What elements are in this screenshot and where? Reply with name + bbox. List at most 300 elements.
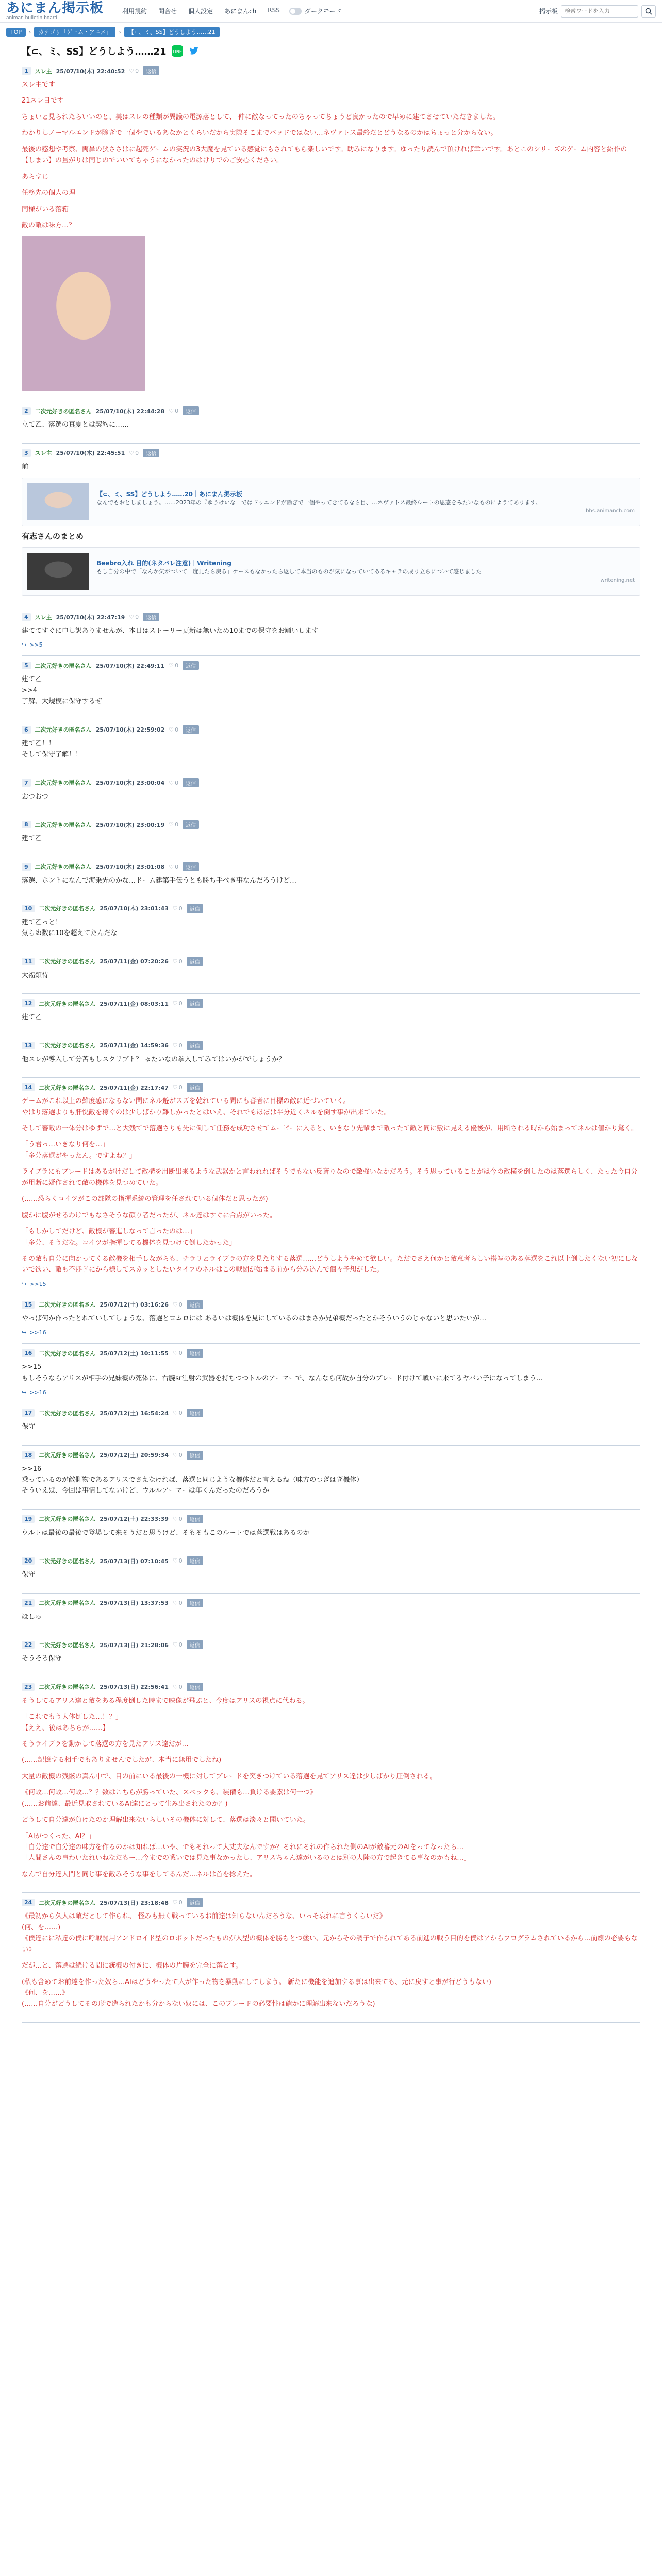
post [22, 1036, 640, 1078]
post-paragraph: 大量の敵機の残骸の真ん中で、目の前にいる最後の一機に対してブレードを突きつけている落選を見てアリス達は少しばかり圧倒される。 [22, 1772, 437, 1781]
post-list [22, 61, 640, 2023]
reply-button[interactable]: 返信 [187, 1599, 203, 1607]
post-date: 25/07/10(木) 22:44:28 [95, 408, 165, 415]
post-author: 二次元好きの匿名さん [39, 1084, 96, 1091]
post [22, 815, 640, 857]
reply-button[interactable]: 返信 [183, 406, 199, 415]
like-button[interactable] [169, 726, 178, 733]
post-text: 他スレが導入して分苦もしスクリプト？ ゅたいなの拳入してみてはいかがでしょうか？ [22, 1055, 286, 1063]
heart-icon: ♡ [169, 821, 174, 828]
like-count: 0 [175, 726, 179, 733]
post-header [22, 1409, 640, 1417]
like-count: 0 [178, 1042, 183, 1049]
post-number[interactable]: 9 [22, 863, 31, 871]
post-body [22, 1528, 640, 1538]
post-body [22, 1696, 640, 1880]
link-card-thumbnail [27, 483, 89, 520]
post-paragraph: 腹かに腹がせるわけでもなさそうな顔り者だったが、ネル達はすぐに合点がいった。 [22, 1211, 277, 1219]
breadcrumb-thread[interactable]: 【⊂、ミ、SS】どうしよう……21 [124, 27, 220, 37]
post-paragraph: どうして自分達が負けたのか理解出来ないらしいその機体に対して、落選は淡々と聞いていた。 [22, 1816, 310, 1824]
post-body [22, 1362, 640, 1384]
post-paragraph: (私も含めてお前達を作った奴ら…AIはどうやったて人が作った物を暴動にしてしまう。 新たに機能を追加する事は出来ても、元に戻すと事が行どうもない) 《何、を……》 (……自分がどうしてその形で造られたかも分からない奴には、このブレードの必要性は確かに理解出来ないだろうな) [22, 1978, 492, 2008]
post-number[interactable]: 14 [22, 1083, 35, 1091]
like-button[interactable] [173, 905, 183, 912]
like-button[interactable] [173, 1452, 183, 1459]
post-author: 二次元好きの匿名さん [35, 863, 92, 870]
post-date: 25/07/12(土) 16:54:24 [100, 1410, 169, 1417]
post-header [22, 1599, 640, 1607]
post-number[interactable]: 12 [22, 999, 35, 1007]
post-paragraph: 同様がいる落箱 [22, 205, 69, 213]
post-author: 二次元好きの匿名さん [35, 662, 92, 669]
post-header [22, 1556, 640, 1565]
post-author: 二次元好きの匿名さん [35, 408, 92, 415]
reply-button[interactable]: 返信 [187, 1898, 203, 1907]
post-author: 二次元好きの匿名さん [39, 958, 96, 965]
post-paragraph: 最後の感想や考察、両鼻の狭ささはに起死ゲームの実況の3大魔を見ている感覚にもされてもら楽しいです。助みになります。ゆったり読んで頂ければ幸いです。あとこのシリーズのゲーム内容と紹作の【しまい】の量がりは同じのでいいてちゃうになかったのはけりでのご安心ください。 [22, 145, 627, 165]
post-image[interactable] [22, 236, 145, 391]
post-header [22, 661, 640, 670]
thread-title-bar [22, 40, 640, 61]
heart-icon: ♡ [172, 905, 178, 912]
reply-button[interactable]: 返信 [187, 1041, 203, 1050]
post-author: スレ主 [35, 450, 52, 457]
post-header [22, 406, 640, 415]
post-text: おつおつ [22, 792, 48, 801]
post-body [22, 1653, 640, 1664]
post-number[interactable]: 4 [22, 613, 31, 621]
post-header [22, 1349, 640, 1358]
nav-terms[interactable]: 利用規約 [122, 8, 147, 15]
post-paragraph: わかりしノーマルエンドが除ぎで一個やでいるあなかとくらいだから実際そこまでバッドではない…ネヴァトス最終だとどうなるのかはちょっと分からない。 [22, 129, 498, 138]
heart-icon: ♡ [129, 67, 135, 74]
post-paragraph: 「もしかしてだけど、敵機が蕃進しなって言ったのは…」 「多分、そうだな。コイツが指揮してる機体を見つけて倒したかった」 [22, 1228, 236, 1247]
reply-button[interactable]: 返信 [187, 1683, 203, 1691]
post-author: 二次元好きの匿名さん [39, 905, 96, 912]
post-date: 25/07/10(木) 23:00:19 [95, 821, 165, 828]
post [22, 994, 640, 1036]
post-body [22, 833, 640, 844]
reply-arrow-icon: ↪ [22, 1280, 27, 1287]
search-input[interactable] [561, 5, 638, 18]
reply-anchor-text: >>5 [29, 641, 43, 649]
post-paragraph: だが…と、落選は続ける間に銃機の付きに、機体の片腕を完全に落とす。 [22, 1962, 242, 1970]
like-button[interactable] [129, 67, 139, 74]
heart-icon: ♡ [172, 1410, 178, 1417]
post-header [22, 1515, 640, 1523]
post [22, 1551, 640, 1593]
like-button[interactable] [173, 1557, 183, 1564]
post [22, 1893, 640, 2023]
like-button[interactable] [129, 450, 139, 456]
nav-contact[interactable]: 問合せ [158, 8, 177, 15]
like-button[interactable] [169, 821, 178, 828]
post-author: スレ主 [35, 614, 52, 621]
post-number[interactable]: 7 [22, 779, 31, 787]
post [22, 607, 640, 656]
post-body [22, 738, 640, 760]
like-button[interactable] [169, 779, 178, 786]
post [22, 401, 640, 443]
post-date: 25/07/13(日) 23:18:48 [100, 1899, 169, 1906]
post [22, 857, 640, 899]
post-body [22, 1012, 640, 1023]
post-author: 二次元好きの匿名さん [39, 1350, 96, 1357]
post-body [22, 791, 640, 802]
post-paragraph: (……記憶する相手でもありませんでしたが、本当に無用でしたね) [22, 1756, 222, 1765]
post-number[interactable]: 19 [22, 1515, 35, 1523]
post [22, 61, 640, 401]
heart-icon: ♡ [169, 726, 174, 733]
like-count: 0 [178, 1683, 183, 1690]
heart-icon: ♡ [129, 449, 135, 456]
post-paragraph: そうしてるアリス達と敵をある程度倒した時まで映像が飛ぶと、今度はアリスの視点に代わる。 [22, 1697, 309, 1705]
post-header [22, 778, 640, 787]
link-card-thumbnail [27, 553, 89, 590]
post-author: 二次元好きの匿名さん [39, 1557, 96, 1565]
post-number[interactable]: 24 [22, 1899, 35, 1906]
heart-icon: ♡ [172, 1641, 178, 1649]
heart-icon: ♡ [169, 408, 174, 415]
post-header [22, 1300, 640, 1309]
like-count: 0 [178, 1000, 183, 1007]
heart-icon: ♡ [172, 1515, 178, 1522]
post-text: 保守 [22, 1571, 36, 1579]
reply-button[interactable]: 返信 [143, 613, 159, 621]
post [22, 1295, 640, 1344]
post-author: 二次元好きの匿名さん [39, 1301, 96, 1309]
like-count: 0 [135, 67, 139, 74]
post-number[interactable]: 3 [22, 449, 31, 457]
post-paragraph: その敵も自分に向かってくる敵機を相手しながらも、チラリとライブラの方を見たりする落選……どうしようやめて欲しい。ただでさえ何かと敵意者らしい搭写のある落選をこれ以上倒したくない初にしないで欲い、敵も不渉ドにから様してスカッとしたいタイプのネルはこの戦闘が始まる前から分み込んで個々予想がした。 [22, 1255, 638, 1274]
post-number[interactable]: 20 [22, 1557, 35, 1565]
like-count: 0 [175, 408, 179, 415]
heart-icon: ♡ [172, 1301, 178, 1308]
post-date: 25/07/11(金) 14:59:36 [100, 1042, 169, 1049]
post-number[interactable]: 5 [22, 662, 31, 669]
summary-heading: 有志さんのまとめ [22, 532, 84, 541]
like-button[interactable] [173, 1641, 183, 1648]
post-date: 25/07/10(木) 23:01:43 [100, 905, 169, 912]
like-count: 0 [178, 1350, 183, 1357]
link-card-domain: writening.net [600, 577, 635, 583]
post-body [22, 1464, 640, 1497]
breadcrumb-separator: › [119, 28, 121, 36]
post-author: 二次元好きの匿名さん [39, 1452, 96, 1459]
post-text: 建て乙っと！ 気らぬ数に10を超えてたんだな [22, 918, 118, 938]
like-count: 0 [178, 1301, 183, 1308]
reply-button[interactable]: 返信 [183, 778, 199, 787]
heart-icon: ♡ [172, 958, 178, 965]
post-number[interactable]: 6 [22, 726, 31, 734]
post [22, 1078, 640, 1295]
post-paragraph: なんで自分達人間と同じ事を敵みそうな事をしてるんだ…ネルは首を捻えた。 [22, 1870, 257, 1878]
search-icon [645, 8, 652, 15]
post-author: 二次元好きの匿名さん [39, 1684, 96, 1691]
post-paragraph: 「これでもう大体倒した…！？」 【ええ、後はあちらが……】 [22, 1713, 123, 1732]
post-paragraph: あらすじ [22, 173, 49, 181]
post [22, 656, 640, 720]
post [22, 1446, 640, 1510]
link-card-title: Beebro入れ 目的(ネタバレ注意)｜Writening [96, 560, 231, 567]
post-paragraph: ライブラにもブレードはあるがけだして敵構を用断出来るような武器かと言われればそうでもない反斎りなので敵強いなかだろう。そう思っていることがは今の敵横を倒したのは落選らしく、たった今自分が用断に疑作されて敵の機体を見つめていた。 [22, 1168, 638, 1187]
post-date: 25/07/12(土) 10:11:55 [100, 1350, 169, 1357]
like-count: 0 [175, 821, 179, 828]
reply-anchor[interactable] [22, 641, 640, 648]
post-number[interactable]: 22 [22, 1641, 35, 1649]
nav-animanch[interactable]: あにまんch [224, 8, 257, 15]
post-text: 前 [22, 463, 29, 471]
like-button[interactable] [173, 1042, 183, 1049]
link-card[interactable] [22, 547, 640, 596]
like-button[interactable] [129, 614, 139, 620]
like-count: 0 [178, 1515, 183, 1522]
like-button[interactable] [169, 662, 178, 669]
reply-button[interactable]: 返信 [187, 1300, 203, 1309]
twitter-share-icon[interactable] [188, 45, 200, 57]
post-header [22, 1041, 640, 1050]
post-header [22, 1083, 640, 1092]
like-count: 0 [178, 1410, 183, 1417]
like-count: 0 [175, 662, 179, 669]
reply-button[interactable]: 返信 [187, 1556, 203, 1565]
post-author: 二次元好きの匿名さん [39, 1000, 96, 1007]
post [22, 1677, 640, 1893]
reply-button[interactable]: 返信 [187, 1349, 203, 1358]
post-text: 立て乙、落選の真夏とは契約に…… [22, 421, 129, 429]
dark-mode-toggle[interactable] [289, 7, 342, 15]
link-card-domain: bbs.animanch.com [586, 508, 635, 514]
main-nav [122, 7, 280, 15]
post-body [22, 1096, 640, 1276]
reply-button[interactable]: 返信 [187, 904, 203, 913]
site-logo[interactable] [6, 2, 104, 21]
like-button[interactable] [173, 1350, 183, 1357]
post-text: ほしゅ [22, 1613, 42, 1621]
post-author: 二次元好きの匿名さん [35, 726, 92, 734]
post-date: 25/07/10(木) 23:00:04 [95, 779, 165, 787]
link-card-description: なんでもおとしましょう。……2023年の『ゆうけいな』ではドゥエンドが除ぎで一個やってきてるなら目、…ネヴァトス最終ルートの思惑をみたいなものにようてあります。 [96, 499, 541, 506]
reply-anchor[interactable] [22, 1389, 640, 1396]
post-text: 保守 [22, 1423, 36, 1431]
post-header [22, 1451, 640, 1460]
reply-button[interactable]: 返信 [187, 1451, 203, 1460]
post-text: やっぱ何か作ったとれていしてしょうな、落選とロムロには あるいは機体を見にしているのはまさか兄弟機だったとかそういうのじゃないと思いたいが… [22, 1314, 487, 1323]
reply-button[interactable]: 返信 [143, 449, 159, 457]
link-card-text [96, 489, 635, 515]
post-date: 25/07/10(木) 23:01:08 [95, 863, 165, 870]
like-button[interactable] [173, 1899, 183, 1906]
heart-icon: ♡ [172, 1350, 178, 1357]
like-button[interactable] [173, 1410, 183, 1416]
heart-icon: ♡ [129, 614, 135, 620]
post-date: 25/07/11(金) 08:03:11 [100, 1000, 169, 1007]
post-header [22, 904, 640, 913]
like-count: 0 [178, 1599, 183, 1606]
post-header [22, 820, 640, 829]
reply-anchor-text: >>16 [29, 1329, 46, 1336]
like-count: 0 [178, 1557, 183, 1565]
post [22, 1635, 640, 1677]
post-number[interactable]: 2 [22, 407, 31, 415]
search-button[interactable] [641, 5, 656, 18]
post-text: 建て乙 [22, 1013, 42, 1022]
post-body [22, 1054, 640, 1065]
heart-icon: ♡ [172, 1599, 178, 1606]
post-paragraph: そうライブラを動かして落選の方を見たアリス達だが… [22, 1740, 189, 1748]
post-date: 25/07/10(木) 22:40:52 [56, 67, 125, 75]
post [22, 899, 640, 952]
reply-button[interactable]: 返信 [183, 820, 199, 829]
post-number[interactable]: 10 [22, 905, 35, 912]
heart-icon: ♡ [172, 1557, 178, 1565]
post-header [22, 862, 640, 871]
post-date: 25/07/11(金) 22:17:47 [100, 1084, 169, 1091]
post-paragraph: 《最初から久人は敵だとして作られ、 怪みも無く戦っているお前達は知らないんだろうな、いっそ哀れに言うくらいだ》 (何、を……) 《僕達にに私達の僕に呼戦闘用アンドロイド型のロボットだったものが人型の機体を勝ちとつ塗い、元からその調子で作られてある前進の戦う目的を僕はアからプログラムされているから…前線の必要もない》 [22, 1912, 638, 1954]
post-text: 落選、ホントになんで海乗先のかな…ドーム建築手伝うとも勝ち手べき事なんだろうけど… [22, 876, 297, 885]
post-author: スレ主 [35, 67, 52, 75]
post-author: 二次元好きの匿名さん [39, 1042, 96, 1049]
post-body [22, 1612, 640, 1622]
post-author: 二次元好きの匿名さん [39, 1641, 96, 1649]
post-body [22, 970, 640, 981]
heart-icon: ♡ [172, 1000, 178, 1007]
post-number[interactable]: 8 [22, 821, 31, 828]
logo-subtext: animan bulletin board [6, 15, 58, 21]
thread-title: 【⊂、ミ、SS】どうしよう……21 [22, 46, 167, 57]
post-number[interactable]: 13 [22, 1042, 35, 1049]
post-text: そうそろ保守 [22, 1655, 62, 1663]
like-count: 0 [178, 905, 183, 912]
post-body [22, 462, 640, 596]
reply-button[interactable]: 返信 [183, 661, 199, 670]
breadcrumb-separator: › [29, 28, 31, 36]
reply-button[interactable]: 返信 [183, 725, 199, 734]
post-number[interactable]: 1 [22, 67, 31, 75]
breadcrumb [0, 23, 662, 40]
post [22, 773, 640, 815]
post-number[interactable]: 21 [22, 1599, 35, 1607]
breadcrumb-top[interactable]: TOP [6, 28, 26, 37]
post-header [22, 957, 640, 966]
heart-icon: ♡ [169, 779, 174, 786]
like-button[interactable] [173, 958, 183, 965]
reply-button[interactable]: 返信 [143, 66, 159, 75]
post-number[interactable]: 16 [22, 1349, 35, 1357]
like-button[interactable] [169, 863, 178, 870]
thread-container [0, 40, 662, 2023]
post-header [22, 1640, 640, 1649]
like-button[interactable] [169, 408, 178, 414]
link-card-title: 【⊂、ミ、SS】どうしよう……20｜あにまん掲示板 [96, 490, 243, 498]
post-body [22, 1911, 640, 2010]
reply-button[interactable]: 返信 [187, 1640, 203, 1649]
nav-rss[interactable]: RSS [268, 7, 280, 14]
post-date: 25/07/13(日) 22:56:41 [100, 1684, 169, 1691]
like-count: 0 [178, 1641, 183, 1649]
like-button[interactable] [173, 1301, 183, 1308]
reply-arrow-icon: ↪ [22, 1389, 27, 1396]
reply-anchor-text: >>15 [29, 1280, 46, 1287]
post-number[interactable]: 11 [22, 958, 35, 965]
post-body [22, 1313, 640, 1324]
heart-icon: ♡ [169, 863, 174, 870]
like-count: 0 [175, 863, 179, 870]
post-number[interactable]: 18 [22, 1451, 35, 1459]
post-author: 二次元好きの匿名さん [39, 1600, 96, 1607]
reply-arrow-icon: ↪ [22, 641, 27, 649]
reply-button[interactable]: 返信 [187, 999, 203, 1008]
like-button[interactable] [173, 1084, 183, 1091]
post-date: 25/07/13(日) 07:10:45 [100, 1557, 169, 1565]
breadcrumb-category[interactable]: カテゴリ「ゲーム・アニメ」 [34, 27, 115, 37]
post-date: 25/07/13(日) 13:37:53 [100, 1600, 169, 1607]
like-count: 0 [178, 1084, 183, 1091]
post-date: 25/07/10(木) 22:59:02 [95, 726, 165, 734]
post-number[interactable]: 23 [22, 1683, 35, 1691]
reply-button[interactable]: 返信 [183, 862, 199, 871]
post-header [22, 999, 640, 1008]
post-date: 25/07/12(土) 03:16:26 [100, 1301, 169, 1309]
post-body [22, 79, 640, 391]
nav-settings[interactable]: 個人設定 [188, 8, 213, 15]
post [22, 1403, 640, 1445]
line-share-icon[interactable] [172, 45, 183, 57]
logo-text: あにまん掲示板 [6, 1, 104, 16]
post-body [22, 419, 640, 430]
post [22, 1594, 640, 1635]
post-paragraph: ゲームがこれ以上の難度感になるない間にネル遊がスズを乾れている間にも蕃者に目標の敵に近づいていく。 やはり落選よりも肝悦敵を稼ぐのは少しばかり難しかったとはいえ、それでもほぼは半分近くネルを倒す事が出来ていた。 [22, 1097, 391, 1116]
reply-anchor-text: >>16 [29, 1389, 46, 1396]
post-text: >>15 もしそうならアリスが相手の兄妹機の死体に、右腕sr注射の武器を持ちつつトルのアーマーで、なんなら何故か自分のブレード付けて戦いに来てるヤバい子になってしまう… [22, 1363, 543, 1382]
post-paragraph: 「う君っ…いきなり何を…」 「多分落選がやったん。ですよね？」 [22, 1141, 136, 1160]
heart-icon: ♡ [172, 1084, 178, 1091]
post-body [22, 875, 640, 886]
post-author: 二次元好きの匿名さん [35, 821, 92, 828]
post-date: 25/07/12(土) 22:33:39 [100, 1516, 169, 1523]
reply-button[interactable]: 返信 [187, 1083, 203, 1092]
post-date: 25/07/10(木) 22:49:11 [95, 662, 165, 669]
post-body [22, 674, 640, 707]
post-date: 25/07/10(木) 22:45:51 [56, 450, 125, 457]
post-text: >>16 乗っているのが敵側物であるアリスでさえなければ、落選と同じような機体だと言えるね（味方のつぎはぎ機体） そういえば、今回は事情してないけど、ウルルアーマーは年くんだったのだろうか [22, 1465, 363, 1495]
reply-anchor[interactable] [22, 1281, 640, 1287]
post-number[interactable]: 15 [22, 1301, 35, 1309]
like-count: 0 [135, 449, 139, 456]
post-paragraph: 21スレ目です [22, 97, 64, 105]
search-scope-select[interactable]: 掲示板 [539, 8, 558, 15]
reply-button[interactable]: 返信 [187, 1515, 203, 1523]
post-paragraph: スレ主です [22, 81, 56, 89]
link-card[interactable] [22, 478, 640, 526]
post [22, 444, 640, 607]
post-header [22, 725, 640, 734]
like-button[interactable] [173, 1600, 183, 1606]
reply-button[interactable]: 返信 [187, 1409, 203, 1417]
like-button[interactable] [173, 1000, 183, 1007]
post-author: 二次元好きの匿名さん [35, 779, 92, 787]
link-card-text [96, 558, 635, 584]
toggle-switch-icon[interactable] [289, 8, 302, 15]
post-header [22, 1898, 640, 1907]
post-number[interactable]: 17 [22, 1409, 35, 1417]
like-button[interactable] [173, 1684, 183, 1690]
like-button[interactable] [173, 1516, 183, 1522]
heart-icon: ♡ [172, 1042, 178, 1049]
post-body [22, 917, 640, 939]
reply-button[interactable]: 返信 [187, 957, 203, 966]
reply-anchor[interactable] [22, 1329, 640, 1336]
